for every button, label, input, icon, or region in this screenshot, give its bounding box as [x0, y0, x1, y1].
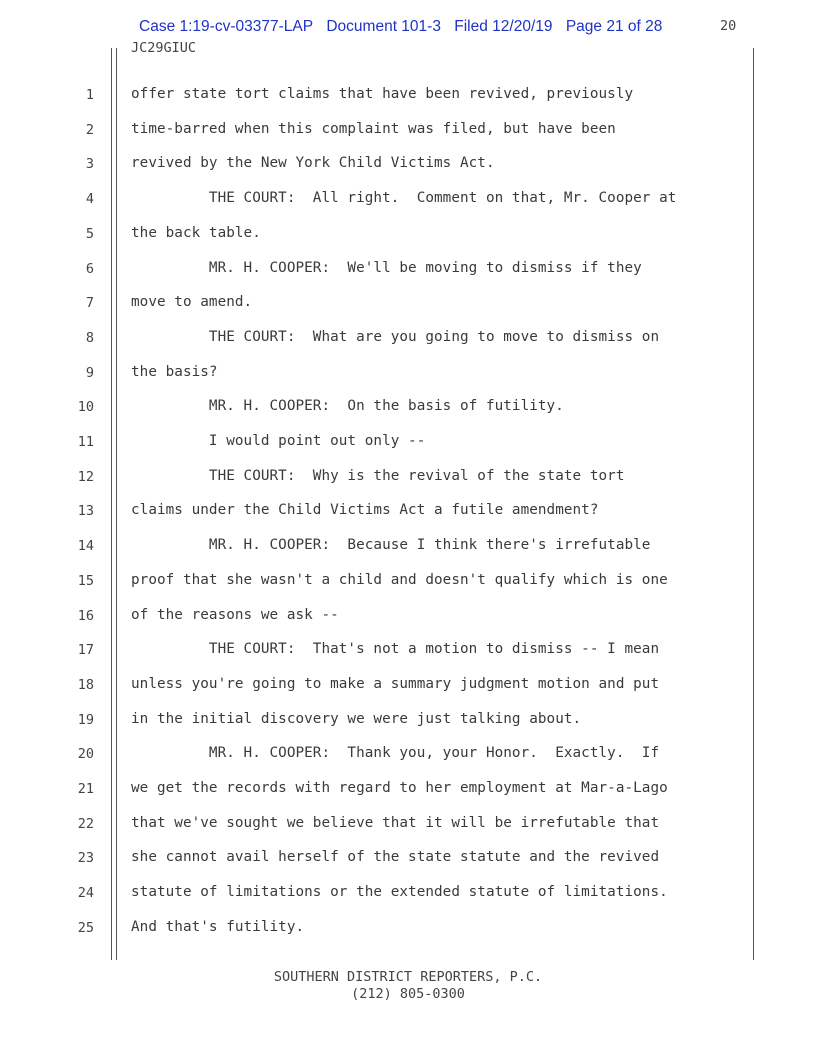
line-number: 4: [85, 191, 94, 208]
filing-header: [139, 18, 671, 36]
transcript-line: MR. H. COOPER: On the basis of futility.: [131, 398, 564, 415]
line-number: 5: [85, 225, 94, 242]
right-margin-rule: [753, 48, 754, 960]
transcript-line: the back table.: [131, 224, 261, 241]
line-number: 17: [77, 642, 94, 659]
transcript-line: she cannot avail herself of the state statute and the revived: [131, 849, 660, 866]
case-number: Case 1:19-cv-03377-LAP: [139, 18, 314, 35]
left-margin-rule-2: [116, 48, 117, 960]
transcript-line: the basis?: [131, 363, 218, 380]
transcript-line: THE COURT: All right. Comment on that, Mr. Cooper at: [131, 190, 677, 207]
line-number: 13: [77, 503, 94, 520]
line-number: 7: [85, 295, 94, 312]
transcript-line: proof that she wasn't a child and doesn't qualify which is one: [131, 571, 668, 588]
line-number: 12: [77, 468, 94, 485]
line-number: 6: [85, 260, 94, 277]
transcript-line: claims under the Child Victims Act a futile amendment?: [131, 502, 599, 519]
transcript-page-number: 20: [720, 18, 737, 34]
transcript-line: MR. H. COOPER: Thank you, your Honor. Exactly. If: [131, 745, 660, 762]
line-number: 23: [77, 850, 94, 867]
line-number: 10: [77, 399, 94, 416]
line-number: 1: [85, 87, 94, 103]
line-number: 19: [77, 711, 94, 728]
transcript-line: unless you're going to make a summary judgment motion and put: [131, 675, 660, 692]
transcript-line: THE COURT: That's not a motion to dismiss -- I mean: [131, 641, 660, 658]
line-number: 18: [77, 676, 94, 693]
line-number: 22: [77, 815, 94, 832]
line-number: 9: [85, 364, 94, 381]
transcript-line: time-barred when this complaint was filed, but have been: [131, 120, 616, 137]
line-number: 14: [77, 538, 94, 555]
line-number: 25: [77, 919, 94, 936]
transcript-line: And that's futility.: [131, 918, 305, 935]
transcript-line: offer state tort claims that have been revived, previously: [131, 86, 634, 102]
transcript-line: MR. H. COOPER: We'll be moving to dismiss if they: [131, 259, 642, 276]
line-number: 11: [77, 434, 94, 450]
line-number: 16: [77, 607, 94, 624]
transcript-line: in the initial discovery we were just talking about.: [131, 710, 582, 727]
reporter-phone: (212) 805-0300: [351, 986, 465, 1002]
filed-date: Filed 12/20/19: [454, 18, 553, 35]
line-number: 21: [77, 781, 94, 797]
left-margin-rule-1: [111, 48, 112, 960]
transcript-line: that we've sought we believe that it will be irrefutable that: [131, 814, 660, 831]
document-number: Document 101-3: [326, 18, 441, 35]
transcript-line: of the reasons we ask --: [131, 606, 339, 623]
transcript-line: THE COURT: What are you going to move to dismiss on: [131, 328, 660, 345]
transcript-line: MR. H. COOPER: Because I think there's irrefutable: [131, 537, 651, 554]
transcript-line: THE COURT: Why is the revival of the state tort: [131, 467, 625, 484]
line-number: 2: [85, 121, 94, 138]
line-number: 15: [77, 572, 94, 589]
case-code: JC29GIUC: [131, 40, 197, 56]
page-of-total: Page 21 of 28: [565, 18, 663, 35]
transcript-line: we get the records with regard to her employment at Mar-a-Lago: [131, 780, 668, 796]
transcript-line: statute of limitations or the extended statute of limitations.: [131, 884, 668, 901]
line-number: 24: [77, 885, 94, 902]
line-number: 20: [77, 746, 94, 763]
reporter-footer: SOUTHERN DISTRICT REPORTERS, P.C.: [273, 969, 543, 985]
transcript-line: revived by the New York Child Victims Act.: [131, 155, 495, 172]
transcript-line: move to amend.: [131, 294, 253, 311]
line-number: 8: [85, 329, 94, 346]
line-number: 3: [85, 156, 94, 173]
transcript-line: I would point out only --: [131, 433, 426, 449]
